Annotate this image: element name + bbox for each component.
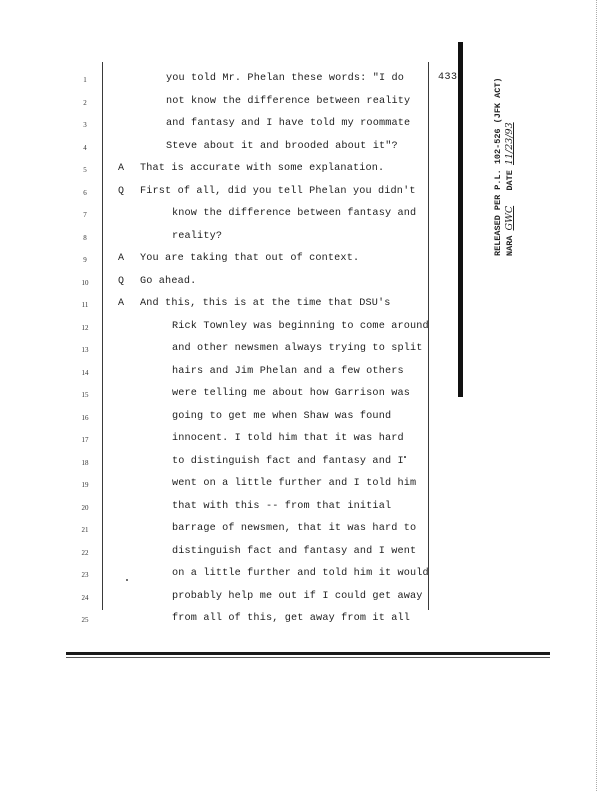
transcript-line-text: And this, this is at the time that DSU's <box>140 298 391 309</box>
nara-initials: GWC <box>504 205 515 231</box>
line-number: 24 <box>81 593 89 602</box>
line-number: 3 <box>83 121 87 129</box>
date-label: DATE <box>505 170 515 191</box>
transcript-line-text: on a little further and told him it would <box>172 568 429 579</box>
transcript-line-text: you told Mr. Phelan these words: "I do <box>166 73 405 84</box>
line-number: 16 <box>81 413 89 422</box>
transcript-line-text: innocent. I told him that it was hard <box>172 433 404 444</box>
transcript-line-text: That is accurate with some explanation. <box>140 163 385 174</box>
transcript-line-text: and other newsmen always trying to split <box>172 343 423 354</box>
scan-edge-bar <box>458 42 463 397</box>
line-number: 6 <box>83 188 87 197</box>
transcript-line-text: barrage of newsmen, that it was hard to <box>172 523 417 534</box>
line-number: 4 <box>83 143 87 152</box>
transcript-line-text: probably help me out if I could get away <box>172 590 423 602</box>
bottom-rule-thin <box>66 657 550 658</box>
transcript-line-text: were telling me about how Garrison was <box>172 388 411 399</box>
transcript-line-text: Steve about it and brooded about it"? <box>166 140 398 152</box>
speaker-label: A <box>118 163 125 174</box>
line-number: 22 <box>81 548 89 557</box>
release-stamp-line: RELEASED PER P.L. 102-526 (JFK ACT) <box>493 77 503 256</box>
line-number: 8 <box>83 233 87 242</box>
line-number: 9 <box>83 256 87 264</box>
page-number: 433 <box>438 72 458 83</box>
line-number: 18 <box>81 458 89 467</box>
transcript-line-text: You are taking that out of context. <box>140 253 360 264</box>
transcript-line-text: know the difference between fantasy and <box>172 208 417 219</box>
line-number: 25 <box>81 616 89 624</box>
line-number: 2 <box>83 98 87 107</box>
line-number: 20 <box>81 503 89 512</box>
transcript-line-text: distinguish fact and fantasy and I went <box>172 545 417 557</box>
transcript-line-text: that with this -- from that initial <box>172 500 392 512</box>
transcript-line-text: Rick Townley was beginning to come around <box>172 320 429 332</box>
line-number: 17 <box>81 436 89 444</box>
speaker-label: A <box>118 298 125 309</box>
transcript-line-text: went on a little further and I told him <box>172 478 417 489</box>
line-number: 15 <box>81 391 89 399</box>
stamp-date: 11/23/93 <box>504 122 515 166</box>
line-number: 19 <box>81 481 89 489</box>
transcript-line-text: to distinguish fact and fantasy and I <box>172 455 404 467</box>
transcript-line-text: going to get me when Shaw was found <box>172 410 392 422</box>
nara-label: NARA <box>505 235 515 256</box>
line-number: 10 <box>81 278 89 287</box>
speaker-label: Q <box>118 275 125 287</box>
line-number: 14 <box>81 368 89 377</box>
line-number: 13 <box>81 346 89 354</box>
transcript-line-text: not know the difference between reality <box>166 95 411 107</box>
line-number: 7 <box>83 211 87 219</box>
release-stamp-nara-row <box>504 77 516 256</box>
speaker-label: Q <box>118 185 125 197</box>
line-number: 5 <box>83 166 87 174</box>
scan-speck <box>126 579 128 581</box>
speaker-label: A <box>118 253 125 264</box>
transcript-line-text: hairs and Jim Phelan and a few others <box>172 365 404 377</box>
left-margin-rule <box>102 62 103 610</box>
transcript-line-text: Go ahead. <box>140 275 197 287</box>
transcript-line-text: and fantasy and I have told my roommate <box>166 118 411 129</box>
line-number: 23 <box>81 571 89 579</box>
scan-edge-mark <box>596 0 597 791</box>
right-margin-rule <box>428 62 429 610</box>
bottom-rule <box>66 652 550 655</box>
line-number: 12 <box>81 323 89 332</box>
transcript-line-text: reality? <box>172 230 223 242</box>
line-number: 1 <box>83 76 87 84</box>
transcript-line-text: from all of this, get away from it all <box>172 613 411 624</box>
release-stamp <box>492 77 516 256</box>
line-number: 21 <box>81 526 89 534</box>
line-number: 11 <box>81 301 89 309</box>
transcript-line-text: First of all, did you tell Phelan you didn't <box>140 185 416 197</box>
scan-speck <box>404 456 406 458</box>
